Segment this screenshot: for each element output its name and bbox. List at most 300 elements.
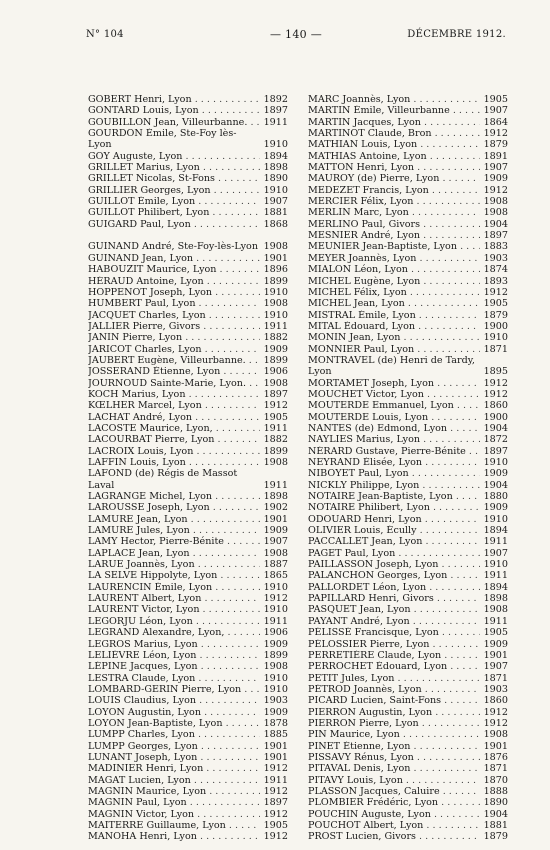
member-year: 1871 — [483, 672, 508, 684]
list-item — [88, 151, 288, 162]
list-item — [88, 775, 288, 786]
list-item — [88, 389, 288, 400]
member-year: 1909 — [263, 343, 288, 355]
list-item — [308, 593, 508, 604]
member-year: 1901 — [483, 740, 508, 752]
list-item — [88, 344, 288, 355]
member-name: PLOMBIER Frédéric, Lyon . . . — [308, 797, 480, 808]
member-year: 1909 — [483, 638, 508, 650]
list-item — [308, 412, 508, 423]
member-year: 1885 — [263, 729, 288, 741]
member-year: 1911 — [263, 774, 288, 786]
member-name: MONNIER Paul, Lyon . . . — [308, 344, 480, 355]
member-name: LAROUSSE Joseph, Lyon . . . — [88, 502, 260, 513]
list-item — [308, 276, 508, 287]
member-name: MATTON Henri, Lyon . . . — [308, 162, 480, 173]
list-item — [308, 344, 508, 355]
member-year: 1907 — [483, 547, 508, 559]
member-year: 1909 — [263, 638, 288, 650]
member-name: MIALON Léon, Lyon . . . — [308, 264, 480, 275]
member-name: PALLORDET Léon, Lyon . . . — [308, 582, 480, 593]
member-year: 1888 — [483, 785, 508, 797]
member-year: 1911 — [263, 422, 288, 434]
member-name: MERLINO Paul, Givors . . . — [308, 219, 480, 230]
member-year: 1912 — [483, 717, 508, 729]
member-year: 1908 — [263, 547, 288, 559]
member-year: 1911 — [263, 320, 288, 332]
member-name: POUCHOT Albert, Lyon . . . — [308, 820, 480, 831]
member-name: HABOUZIT Maurice, Lyon . . . — [88, 264, 260, 275]
list-item — [308, 797, 508, 808]
member-name: PLASSON Jacques, Caluire . . . — [308, 786, 480, 797]
list-item — [308, 604, 508, 615]
member-year: 1905 — [483, 94, 508, 105]
list-item — [88, 321, 288, 332]
member-name: ODOUARD Henri, Lyon . . . — [308, 514, 480, 525]
member-year: 1897 — [483, 445, 508, 457]
member-year: 1908 — [263, 377, 288, 389]
member-name: LUMPP Charles, Lyon . . . — [88, 729, 260, 740]
member-name: LEGRAND Alexandre, Lyon, . . . — [88, 627, 260, 638]
list-item — [308, 502, 508, 513]
member-name: LOYON Jean-Baptiste, Lyon . . . — [88, 718, 260, 729]
member-name: MARTIN Jacques, Lyon . . . — [308, 117, 480, 128]
list-item — [308, 378, 508, 389]
member-name: GRILLET Nicolas, St-Fons . . . — [88, 173, 260, 184]
member-name: PIN Maurice, Lyon . . . — [308, 729, 480, 740]
member-year: 1910 — [263, 581, 288, 593]
member-name: PAGET Paul, Lyon . . . — [308, 548, 480, 559]
member-year: 1908 — [263, 457, 288, 468]
member-year: 1912 — [483, 706, 508, 718]
member-name: JOURNOUD Sainte-Marie, Lyon. . . . — [88, 378, 260, 389]
member-year: 1894 — [263, 150, 288, 162]
list-item — [308, 831, 508, 842]
member-name: PERRETIÈRE Claude, Lyon . . . — [308, 650, 480, 661]
member-year: 1908 — [483, 604, 508, 616]
member-year: 1912 — [263, 763, 288, 775]
list-item — [308, 117, 508, 128]
list-item — [308, 173, 508, 184]
list-item — [88, 752, 288, 763]
member-year: 1911 — [483, 536, 508, 548]
list-item — [308, 128, 508, 139]
list-item — [88, 786, 288, 797]
list-item — [308, 491, 508, 502]
list-item — [308, 151, 508, 162]
member-year: 1912 — [263, 400, 288, 412]
member-year: 1908 — [483, 207, 508, 219]
member-name: LELIÈVRE Léon, Lyon . . . — [88, 650, 260, 661]
list-item — [88, 207, 288, 218]
member-name: LAURENCIN Émile, Lyon . . . — [88, 582, 260, 593]
list-item — [88, 230, 288, 253]
member-year: 1899 — [263, 445, 288, 457]
member-name: MAGNIN Victor, Lyon . . . — [88, 809, 260, 820]
list-item — [88, 128, 288, 151]
list-item — [88, 831, 288, 842]
member-year: 1891 — [483, 150, 508, 162]
member-name: LA SELVE Hippolyte, Lyon . . . — [88, 570, 260, 581]
list-item — [308, 162, 508, 173]
list-item — [308, 230, 508, 241]
member-name: LACOSTE Maurice, Lyon, . . . — [88, 423, 260, 434]
list-item — [308, 570, 508, 581]
member-name: GUIGARD Paul, Lyon . . . — [88, 219, 260, 230]
list-item — [308, 650, 508, 661]
member-name: HUMBERT Paul, Lyon . . . — [88, 298, 260, 309]
member-name: NAYLIES Marius, Lyon . . . — [308, 434, 480, 445]
list-item — [88, 276, 288, 287]
member-year: 1910 — [263, 286, 288, 298]
member-year: 1909 — [483, 468, 508, 480]
member-name: PITAVY Louis, Lyon . . . — [308, 775, 480, 786]
member-year: 1870 — [483, 774, 508, 786]
member-name: MOUTERDE Louis, Lyon . . . — [308, 412, 480, 423]
member-year: 1872 — [483, 434, 508, 446]
member-year: 1905 — [263, 820, 288, 831]
member-year: 1882 — [263, 434, 288, 446]
member-year: 1890 — [263, 173, 288, 185]
member-year: 1910 — [483, 559, 508, 571]
list-item — [88, 378, 288, 389]
list-item — [308, 525, 508, 536]
list-item — [308, 673, 508, 684]
member-name: NANTES (de) Edmond, Lyon . . . — [308, 423, 480, 434]
member-year: 1910 — [483, 457, 508, 468]
member-year: 1871 — [483, 343, 508, 355]
member-name: MADINIER Henri, Lyon . . . — [88, 763, 260, 774]
member-name: MAGAT Lucien, Lyon . . . — [88, 775, 260, 786]
member-name: LAFFIN Louis, Lyon . . . — [88, 457, 260, 468]
list-item — [88, 763, 288, 774]
list-item — [308, 94, 508, 105]
member-name: LARUE Joannès, Lyon . . . — [88, 559, 260, 570]
list-item — [308, 389, 508, 400]
list-item — [88, 809, 288, 820]
member-year: 1901 — [263, 751, 288, 763]
member-year: 1908 — [263, 241, 288, 253]
member-name: LAFOND (de) Régis de Massot Laval — [88, 468, 238, 491]
member-name: PINET Étienne, Lyon . . . — [308, 741, 480, 752]
list-item — [308, 695, 508, 706]
member-name: PROST Lucien, Givors . . . — [308, 831, 480, 842]
list-item — [88, 117, 288, 128]
member-year: 1904 — [483, 808, 508, 820]
list-item — [308, 786, 508, 797]
member-year: 1876 — [483, 751, 508, 763]
member-year: 1909 — [483, 173, 508, 185]
member-name: KOCH Marius, Lyon . . . — [88, 389, 260, 400]
member-name: MAUROY (de) Pierre, Lyon . . . — [308, 173, 480, 184]
member-year: 1880 — [483, 491, 508, 503]
member-year: 1905 — [483, 627, 508, 639]
member-year: 1910 — [263, 672, 288, 684]
member-name: PETIT Jules, Lyon . . . — [308, 673, 480, 684]
member-year: 1883 — [483, 241, 508, 253]
list-item — [308, 582, 508, 593]
member-name: MATHIAN Louis, Lyon . . . — [308, 139, 480, 150]
list-item — [88, 264, 288, 275]
member-name: PAYANT André, Lyon . . . — [308, 616, 480, 627]
list-item — [88, 412, 288, 423]
member-name: LESTRA Claude, Lyon . . . — [88, 673, 260, 684]
list-item — [88, 491, 288, 502]
list-item — [88, 820, 288, 831]
list-item — [308, 480, 508, 491]
member-name: MERLIN Marc, Lyon . . . — [308, 207, 480, 218]
member-year: 1902 — [263, 502, 288, 514]
member-year: 1899 — [263, 649, 288, 661]
list-item — [88, 695, 288, 706]
member-year: 1904 — [483, 218, 508, 230]
member-name: GUINAND Jean, Lyon . . . — [88, 253, 260, 264]
list-item — [308, 310, 508, 321]
member-name: PIERRON Augustin, Lyon . . . — [308, 707, 480, 718]
list-item — [308, 775, 508, 786]
member-year: 1907 — [483, 162, 508, 174]
member-year: 1904 — [483, 422, 508, 434]
list-item — [88, 604, 288, 615]
list-item — [88, 332, 288, 343]
list-item — [88, 525, 288, 536]
list-item — [88, 219, 288, 230]
member-name: LAURENT Albert, Lyon . . . — [88, 593, 260, 604]
member-name: PÉTROD Joannès, Lyon . . . — [308, 684, 480, 695]
member-name: GONTARD Louis, Lyon . . . — [88, 105, 260, 116]
member-year: 1906 — [263, 627, 288, 639]
member-name: LACOURBAT Pierre, Lyon . . . — [88, 434, 260, 445]
list-item — [308, 548, 508, 559]
member-name: GUILLOT Émile, Lyon . . . — [88, 196, 260, 207]
list-item — [88, 310, 288, 321]
member-year: 1893 — [483, 275, 508, 287]
member-year: 1903 — [483, 252, 508, 264]
list-item — [88, 536, 288, 547]
member-year: 1907 — [483, 661, 508, 673]
list-item — [308, 241, 508, 252]
member-year: 1908 — [263, 298, 288, 310]
member-year: 1909 — [263, 525, 288, 537]
right-column — [308, 94, 508, 843]
member-year: 1905 — [263, 411, 288, 423]
member-year: 1895 — [483, 366, 508, 378]
member-year: 1912 — [483, 377, 508, 389]
member-name: GOBERT Henri, Lyon . . . — [88, 94, 260, 105]
member-name: PÉLOSSIER Pierre, Lyon . . . — [308, 639, 480, 650]
member-year: 1912 — [483, 184, 508, 196]
member-name: PAILLASSON Joseph, Lyon . . . — [308, 559, 480, 570]
page-number: N° 104 — [86, 28, 124, 40]
list-item — [88, 548, 288, 559]
member-name: MERCIER Félix, Lyon . . . — [308, 196, 480, 207]
member-name: NICKLY Philippe, Lyon . . . — [308, 480, 480, 491]
member-year: 1908 — [263, 661, 288, 673]
member-name: OLIVIER Louis, Écully . . . — [308, 525, 480, 536]
member-name: LAMURE Jean, Lyon . . . — [88, 514, 260, 525]
page-header — [86, 26, 506, 42]
member-year: 1881 — [263, 207, 288, 219]
member-year: 1901 — [263, 252, 288, 264]
member-name: MAGNIN Paul, Lyon . . . — [88, 797, 260, 808]
list-item — [308, 627, 508, 638]
list-item — [88, 684, 288, 695]
member-year: 1887 — [263, 559, 288, 571]
list-item — [308, 468, 508, 479]
member-year: 1910 — [263, 184, 288, 196]
member-name: GRILLET Marius, Lyon . . . — [88, 162, 260, 173]
member-name: MOUTERDE Emmanuel, Lyon . . . — [308, 400, 480, 411]
list-item — [308, 264, 508, 275]
member-name: MONIN Jean, Lyon . . . — [308, 332, 480, 343]
list-item — [88, 650, 288, 661]
list-item — [308, 639, 508, 650]
list-item — [308, 684, 508, 695]
member-name: LAMY Hector, Pierre-Bénite . . . — [88, 536, 260, 547]
list-item — [308, 741, 508, 752]
member-name: GOY Auguste, Lyon . . . — [88, 151, 260, 162]
list-item — [308, 514, 508, 525]
member-name: MATHIAS Antoine, Lyon . . . — [308, 151, 480, 162]
member-year: 1912 — [263, 831, 288, 843]
list-item — [308, 809, 508, 820]
member-year: 1896 — [263, 264, 288, 276]
list-item — [88, 468, 288, 491]
member-year: 1898 — [263, 162, 288, 174]
list-item — [88, 298, 288, 309]
member-name: NÉRARD Gustave, Pierre-Bénite . . . — [308, 446, 480, 457]
member-year: 1911 — [263, 116, 288, 128]
member-year: 1911 — [483, 570, 508, 582]
list-item — [88, 559, 288, 570]
member-year: 1910 — [263, 604, 288, 616]
member-year: 1882 — [263, 332, 288, 344]
member-year: 1900 — [483, 411, 508, 423]
list-item — [88, 673, 288, 684]
member-year: 1901 — [483, 649, 508, 661]
member-year: 1879 — [483, 831, 508, 843]
list-item — [88, 616, 288, 627]
member-year: 1910 — [263, 309, 288, 321]
member-name: MARTINOT Claude, Bron . . . — [308, 128, 480, 139]
list-item — [308, 661, 508, 672]
list-item — [308, 253, 508, 264]
member-year: 1912 — [263, 593, 288, 605]
member-name: MONTRAVEL (de) Henri de Tardy, Lyon — [308, 354, 475, 378]
list-item — [308, 139, 508, 150]
member-name: PIERRON Pierre, Lyon . . . — [308, 718, 480, 729]
member-year: 1892 — [263, 94, 288, 105]
member-year: 1912 — [263, 808, 288, 820]
list-item — [88, 105, 288, 116]
member-list — [88, 94, 508, 843]
member-name: LAURENT Victor, Lyon . . . — [88, 604, 260, 615]
member-name: PACCALLET Jean, Lyon . . . — [308, 536, 480, 547]
list-item — [308, 457, 508, 468]
member-name: PALANCHON Georges, Lyon . . . — [308, 570, 480, 581]
list-item — [88, 502, 288, 513]
member-name: NEYRAND Élisée, Lyon . . . — [308, 457, 480, 468]
list-item — [308, 207, 508, 218]
member-year: 1910 — [483, 332, 508, 344]
member-name: LUMPP Georges, Lyon . . . — [88, 741, 260, 752]
member-year: 1868 — [263, 218, 288, 230]
member-name: LÉPINE Jacques, Lyon . . . — [88, 661, 260, 672]
member-name: MITAL Édouard, Lyon . . . — [308, 321, 480, 332]
member-year: 1912 — [483, 286, 508, 298]
member-year: 1899 — [263, 354, 288, 366]
member-year: 1909 — [483, 502, 508, 514]
list-item — [308, 707, 508, 718]
issue-date: DÉCEMBRE 1912. — [407, 28, 506, 40]
member-year: 1860 — [483, 400, 508, 412]
member-name: LOUIS Claudius, Lyon . . . — [88, 695, 260, 706]
member-name: PERROCHET Édouard, Lyon . . . — [308, 661, 480, 672]
list-item — [308, 400, 508, 411]
member-name: LOMBARD-GERIN Pierre, Lyon . . . — [88, 684, 260, 695]
member-year: 1908 — [483, 196, 508, 208]
member-name: MEDEZET Francis, Lyon . . . — [308, 185, 480, 196]
list-item — [308, 219, 508, 230]
member-year: 1903 — [483, 683, 508, 695]
member-name: HÉRAUD Antoine, Lyon . . . — [88, 276, 260, 287]
list-item — [88, 287, 288, 298]
list-item — [308, 616, 508, 627]
list-item — [88, 707, 288, 718]
list-item — [308, 287, 508, 298]
member-name: LOYON Augustin, Lyon . . . — [88, 707, 260, 718]
list-item — [88, 423, 288, 434]
member-name: JARICOT Charles, Lyon . . . — [88, 344, 260, 355]
member-name: PASQUET Jean, Lyon . . . — [308, 604, 480, 615]
member-name: MESNIER André, Lyon . . . — [308, 230, 480, 241]
member-year: 1910 — [263, 139, 288, 151]
list-item — [88, 446, 288, 457]
list-item — [88, 570, 288, 581]
member-year: 1911 — [263, 479, 288, 491]
member-name: MISTRAL Émile, Lyon . . . — [308, 310, 480, 321]
member-name: JAUBERT Eugène, Villeurbanne. . . . — [88, 355, 260, 366]
list-item — [308, 332, 508, 343]
member-name: LUNANT Joseph, Lyon . . . — [88, 752, 260, 763]
member-name: NOTAIRE Jean-Baptiste, Lyon . . . — [308, 491, 480, 502]
member-name: JACQUET Charles, Lyon . . . — [88, 310, 260, 321]
list-item — [88, 400, 288, 411]
member-year: 1899 — [263, 275, 288, 287]
list-item — [88, 627, 288, 638]
member-year: 1908 — [483, 729, 508, 741]
member-year: 1907 — [483, 105, 508, 117]
member-year: 1904 — [483, 479, 508, 491]
member-year: 1898 — [483, 593, 508, 605]
member-year: 1890 — [483, 797, 508, 809]
member-name: NOTAIRE Philibert, Lyon . . . — [308, 502, 480, 513]
member-year: 1865 — [263, 570, 288, 582]
member-year: 1911 — [263, 615, 288, 627]
member-year: 1860 — [483, 695, 508, 707]
member-name: JOSSERAND Étienne, Lyon . . . — [88, 366, 260, 377]
member-year: 1881 — [483, 820, 508, 831]
member-name: GRILLIER Georges, Lyon . . . — [88, 185, 260, 196]
member-year: 1905 — [483, 298, 508, 310]
member-name: KŒLHER Marcel, Lyon . . . — [88, 400, 260, 411]
list-item — [308, 752, 508, 763]
list-item — [308, 763, 508, 774]
member-name: LACROIX Louis, Lyon . . . — [88, 446, 260, 457]
member-year: 1894 — [483, 525, 508, 537]
list-item — [88, 366, 288, 377]
member-year: 1911 — [483, 615, 508, 627]
